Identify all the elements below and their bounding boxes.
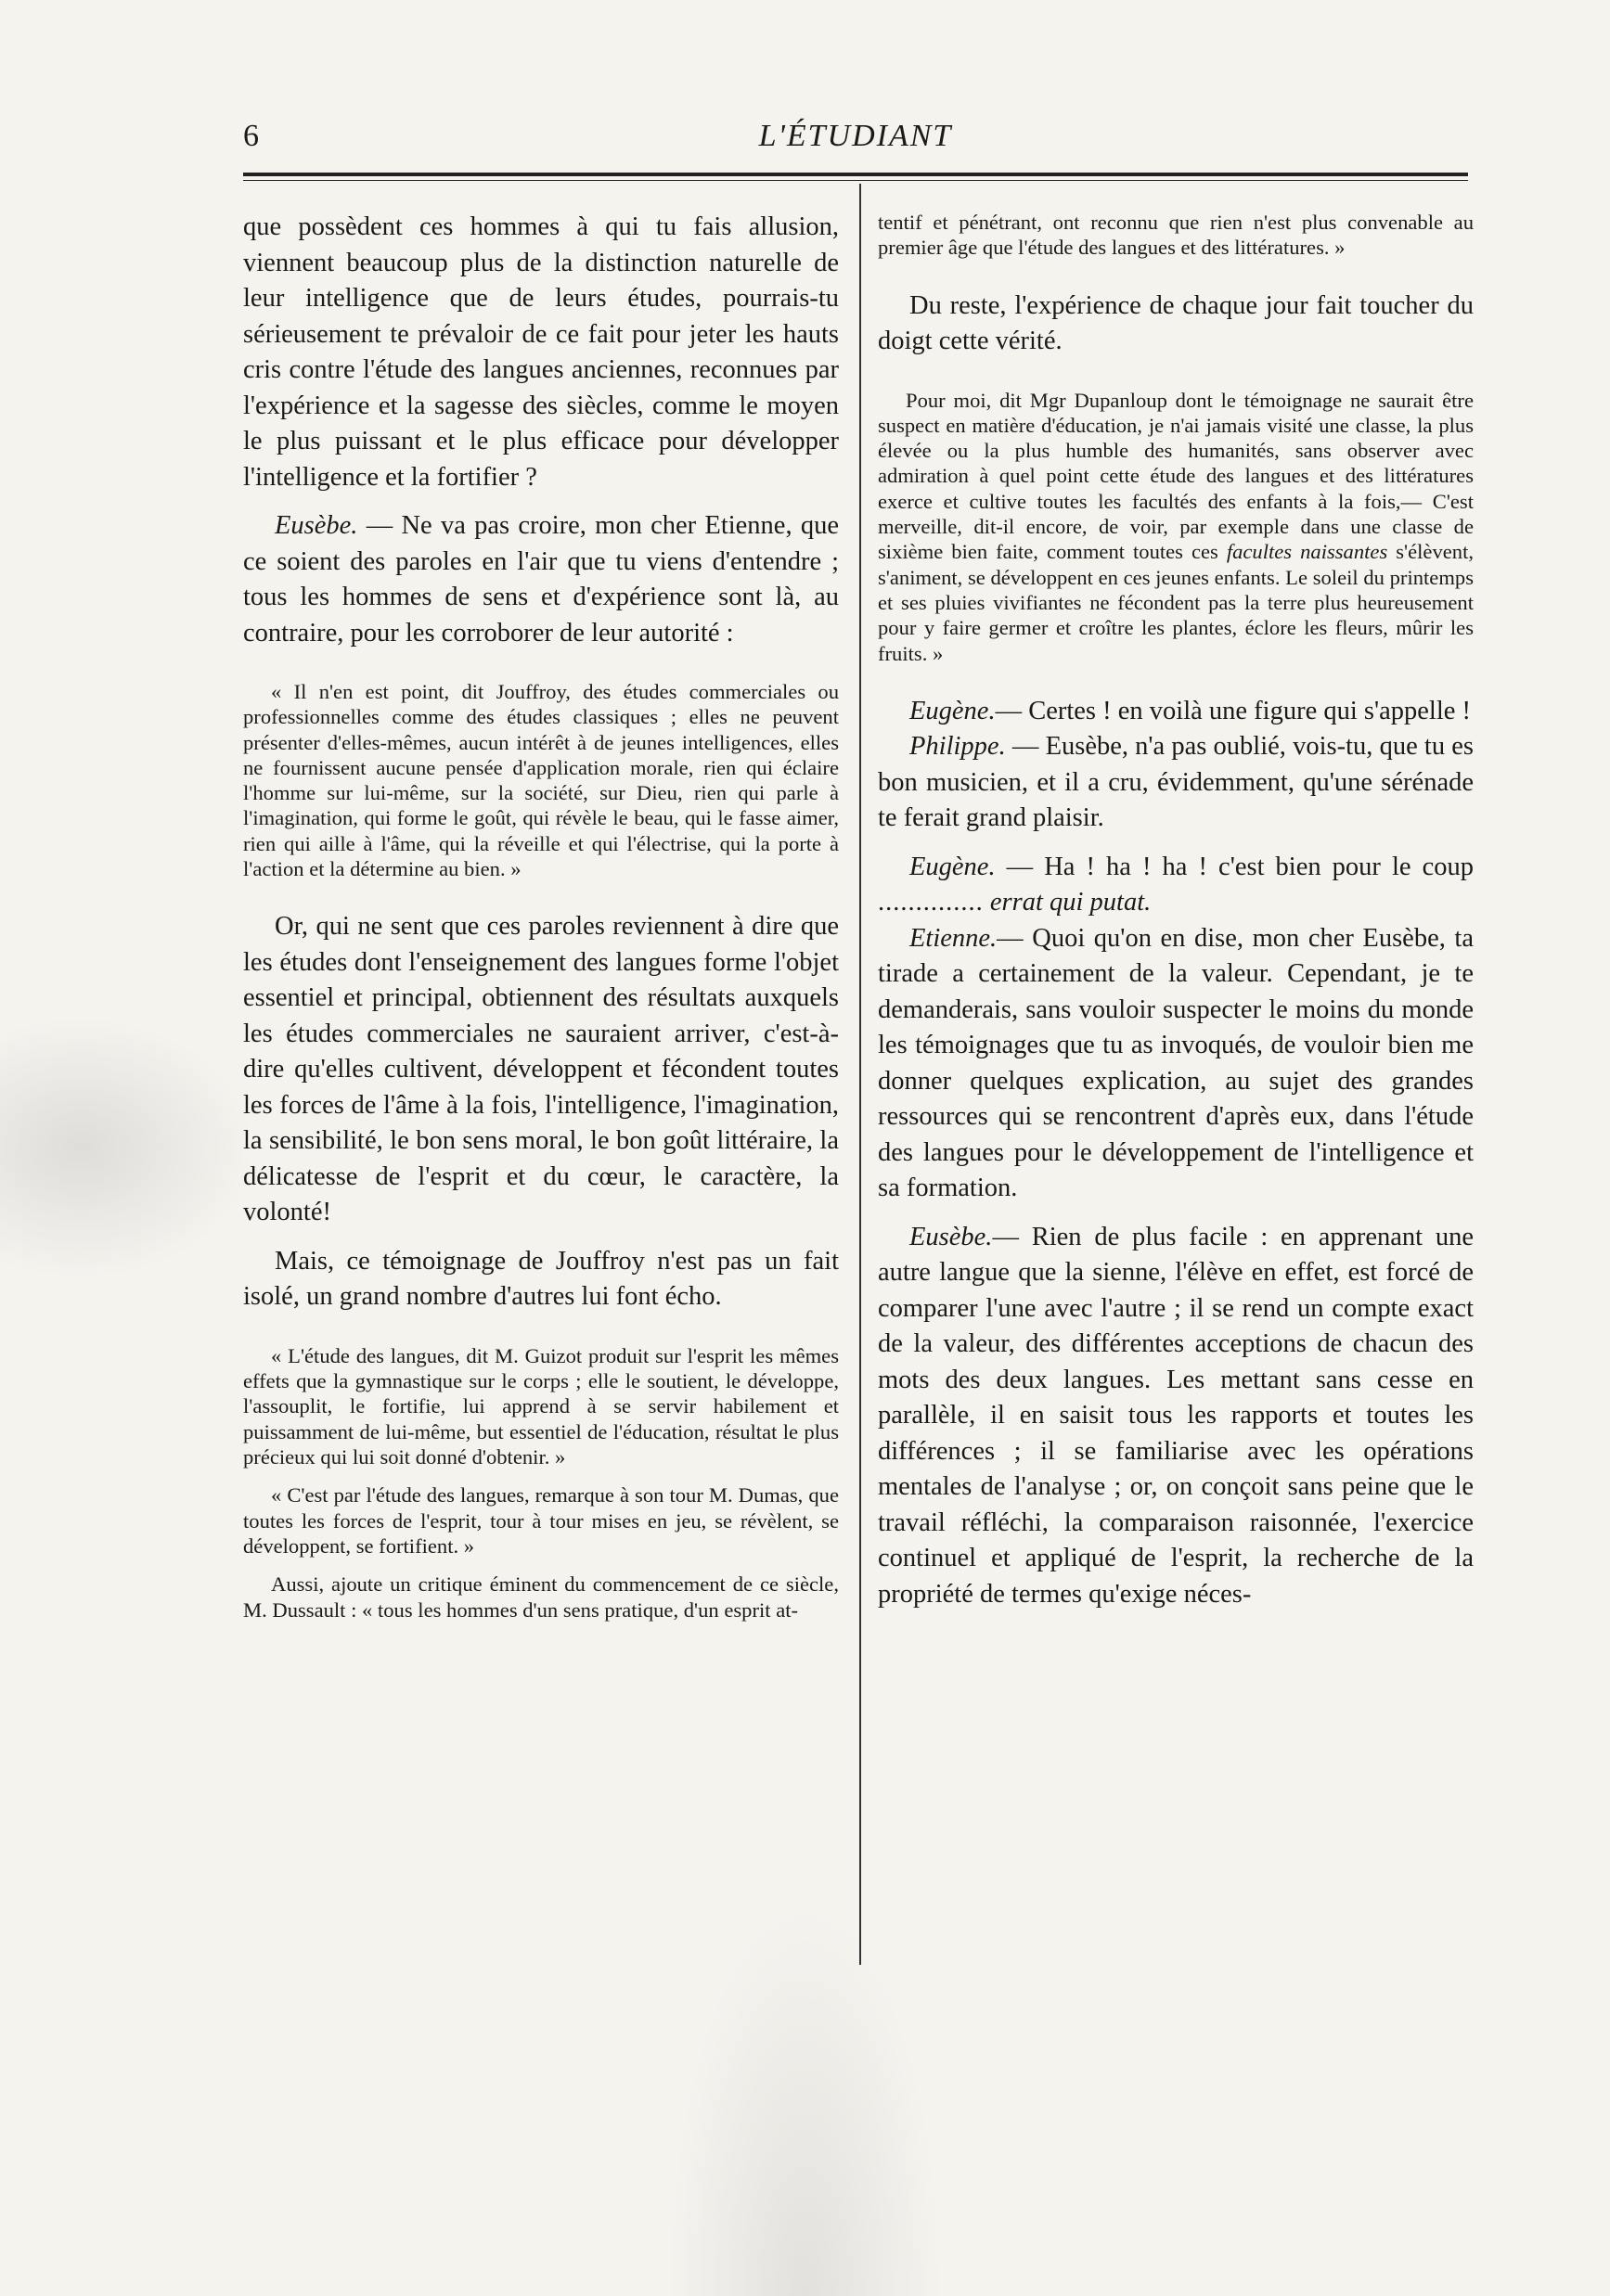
quote-dussault: Aussi, ajoute un critique éminent du commencement de ce siècle, M. Dussault : « tous les hommes d'un sens pratique, d'un esprit at-: [243, 1572, 839, 1622]
paragraph-etienne: [878, 921, 1474, 1207]
paragraph-eugene-2: [878, 850, 1474, 921]
quote-dussault-continued: tentif et pénétrant, ont reconnu que rien n'est plus convenable au premier âge que l'étude des langues et des littératures. »: [878, 211, 1474, 260]
header-rule-thin: [243, 180, 1468, 181]
quote-italic: facultes naissantes: [1226, 540, 1388, 564]
header-rule-thick: [243, 173, 1468, 176]
quote-guizot: « L'étude des langues, dit M. Guizot produit sur l'esprit les mêmes effets que la gymnastique sur le corps ; elle le soutient, le développe, l'assouplit, le fortifie, lui apprend à se servir habilement et puissamment de lui-même, but essentiel de l'éducation, résultat le plus précieux qui lui soit donné d'obtenir. »: [243, 1343, 839, 1469]
paragraph-eusebe-2: [878, 1220, 1474, 1613]
speaker-name: Eugène.: [909, 852, 996, 881]
page-header: [243, 119, 1468, 165]
paragraph-eugene: [878, 694, 1474, 730]
quote-text: Pour moi, dit Mgr Dupanloup dont le témoignage ne saurait être suspect en matière d'éducation, je n'ai jamais visité une classe, la plus élevée ou la plus humble des humanités, sans observer avec admiration à quel point cette étude des langues et des littératures exerce et cultive toutes les facultés des enfants à la fois,— C'est merveille, dit-il encore, de voir, par exemple dans une classe de sixième bien faite, comment toutes ces: [878, 388, 1474, 564]
paragraph-text: — Ha ! ha ! ha ! c'est bien pour le coup: [995, 852, 1474, 881]
paragraph-text: — Eusèbe, n'a pas oublié, vois-tu, que tu es bon musicien, et il a cru, évidemment, qu'une sérénade te ferait grand plaisir.: [878, 732, 1474, 833]
paragraph-text: — Certes ! en voilà une figure qui s'appelle !: [995, 696, 1472, 725]
paragraph-eusebe: [243, 508, 839, 651]
left-column: [243, 210, 839, 1623]
paragraph: Du reste, l'expérience de chaque jour fait toucher du doigt cette vérité.: [878, 290, 1474, 356]
paragraph-text: — Quoi qu'on en dise, mon cher Eusèbe, ta tirade a certainement de la valeur. Cependant, je te demanderais, sans vouloir suspecter le moins du monde les témoignages que tu as invoqués, de vouloir bien me donner quelques explication, au sujet des grandes ressources qui se rencontrent d'après eux, dans l'étude des langues pour le développement de l'intelligence et sa formation.: [878, 923, 1474, 1203]
quote-dumas: « C'est par l'étude des langues, remarque à son tour M. Dumas, que toutes les forces de l'esprit, tour à tour mises en jeu, se révèlent, se développent, se fortifient. »: [243, 1483, 839, 1558]
column-divider: [859, 184, 861, 1965]
speaker-name: Eusèbe.: [275, 511, 358, 540]
speaker-name: Philippe.: [909, 732, 1006, 762]
latin-phrase: errat qui putat.: [983, 888, 1152, 917]
quote-jouffroy: « Il n'en est point, dit Jouffroy, des études commerciales ou professionnelles comme des études classiques ; elles ne peuvent présenter d'elles-mêmes, aucun intérêt à de jeunes intelligences, elles ne fournissent aucune pensée d'application morale, rien qui éclaire l'homme sur lui-même, sur la société, sur Dieu, rien qui parle à l'imagination, qui forme le goût, qui révèle le beau, qui le fasse aimer, rien qui aille à l'âme, qui la réveille et qui l'électrise, qui la porte à l'action et la détermine au bien. »: [243, 680, 839, 881]
quote-dupanloup: [878, 388, 1474, 666]
speaker-name: Eusèbe.: [909, 1222, 993, 1251]
page-number: 6: [243, 119, 259, 153]
paragraph-text: — Rien de plus facile : en apprenant une autre langue que la sienne, l'élève en effet, est forcé de comparer l'une avec l'autre ; il se rend un compte exact de la valeur, des différentes acceptions de chacun des mots des deux langues. Les mettant sans cesse en parallèle, il en saisit tous les rapports et toutes les différences ; il se familiarise avec les opérations mentales de l'analyse ; or, on conçoit sans peine que le travail réfléchi, la comparaison raisonnée, l'exercice continuel et appliqué de l'esprit, la recherche de la propriété de termes qu'exige néces-: [878, 1222, 1474, 1609]
speaker-name: Eugène.: [909, 696, 996, 725]
speaker-name: Etienne.: [909, 923, 998, 953]
quote-text: s'élèvent, s'animent, se développent en ces jeunes enfants. Le soleil du printemps et ses pluies vivifiantes ne fécondent pas la terre plus heureusement pour y faire germer et croître les plantes, éclore les fleurs, mûrir les fruits. »: [878, 540, 1474, 665]
running-title: L'ÉTUDIANT: [758, 119, 953, 153]
dot-leader: ..............: [878, 888, 984, 917]
paragraph: Mais, ce témoignage de Jouffroy n'est pas un fait isolé, un grand nombre d'autres lui font écho.: [243, 1246, 839, 1312]
paragraph-philippe: [878, 729, 1474, 837]
paragraph: Or, qui ne sent que ces paroles reviennent à dire que les études dont l'enseignement des langues forme l'objet essentiel et principal, obtiennent des résultats auxquels les études commerciales ne sauraient arriver, c'est-à-dire qu'elles cultivent, développent et fécondent toutes les forces de l'âme à la fois, l'intelligence, l'imagination, la sensibilité, le bon sens moral, le bon goût littéraire, la délicatesse de l'esprit et du cœur, le caractère, la volonté!: [243, 912, 839, 1227]
paragraph: que possèdent ces hommes à qui tu fais allusion, viennent beaucoup plus de la distinction naturelle de leur intelligence que de leurs études, pourrais-tu sérieusement te prévaloir de ce fait pour jeter les hauts cris contre l'étude des langues anciennes, reconnues par l'expérience et la sagesse des siècles, comme le moyen le plus puissant et le plus efficace pour développer l'intelligence et la fortifier ?: [243, 212, 839, 492]
paragraph-text: — Ne va pas croire, mon cher Etienne, que ce soient des paroles en l'air que tu viens d'entendre ; tous les hommes de sens et d'expérience sont là, au contraire, pour les corroborer de leur autorité :: [243, 511, 839, 648]
right-column: [878, 210, 1474, 1612]
